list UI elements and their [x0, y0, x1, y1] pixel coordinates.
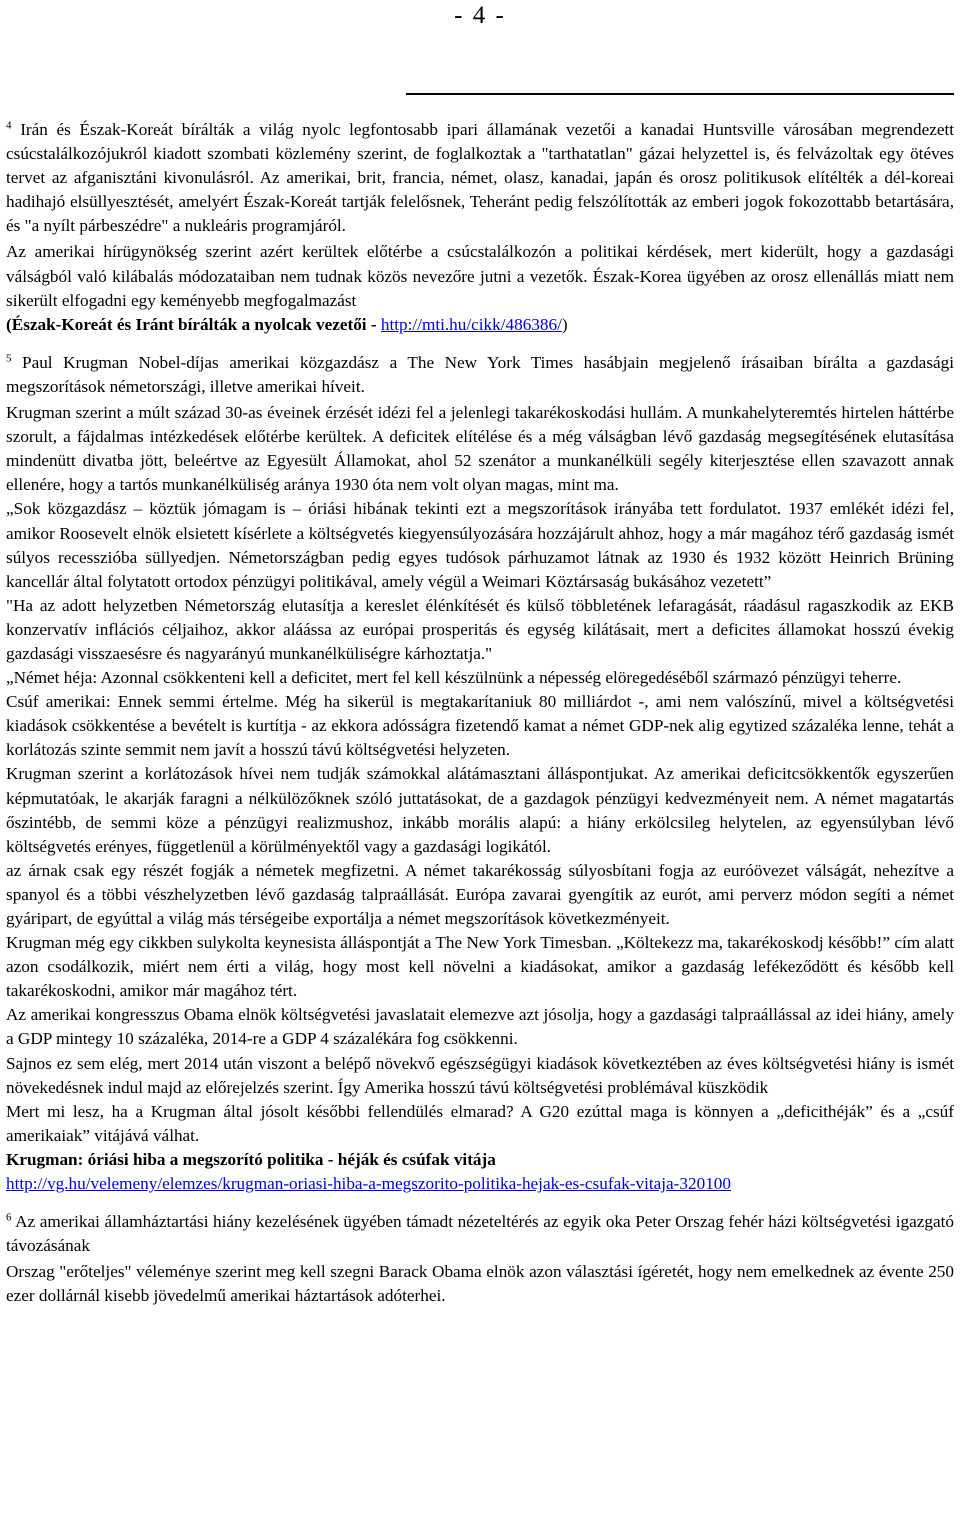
footnote-5-paragraph: „Sok közgazdász – köztük jómagam is – óriási hibának tekinti ezt a megszorítások irányába tett fordulatot. 1937 emlékét idézi fel, amikor Roosevelt elnök elsietett kísérlete a költségvetés kiegyensúlyozására hozzájárult ahhoz, hogy a már magához térő gazdaság ismét súlyos recesszióba süllyedjen. Németországban pedig egyes tudósok párhuzamot látnak az 1930 és 1932 között Heinrich Brüning kancellár által folytatott ortodox pénzügyi politikával, amely végül a Weimari Köztársaság bukásához vezetett” — [6, 499, 954, 591]
footnote-5-paragraph: Krugman szerint a múlt század 30-as éveinek érzését idézi fel a jelenlegi takarékoskodási hullám. A munkahelyteremtés hirtelen háttérbe szorult, a fájdalmas intézkedések előtérbe kerültek. A deficitek elítélése és a még válságban lévő gazdaság megsegítésének elutasítása mindenütt divatba jött, beleértve az Egyesült Államokat, ahol 52 szenátor a munkanélküli segély kiterjesztése ellen szavazott annak ellenére, hogy a tartós munkanélküliség aránya 1930 óta nem volt olyan magas, mint ma. — [6, 403, 954, 495]
footnote-5-paragraph: Mert mi lesz, ha a Krugman által jósolt későbbi fellendülés elmarad? A G20 ezúttal maga is könnyen a „deficithéják” és a „csúf amerikaiak” vitájává válhat. — [6, 1101, 954, 1145]
footnote-5-paragraph: Krugman szerint a korlátozások hívei nem tudják számokkal alátámasztani álláspontjukat. Az amerikai deficitcsökkentők egyszerűen képmutatóak, le akarják faragni a nélkülözőknek szóló juttatásokat, de a gazdagok pénzügyi kedvezményeit nem. A német magatartás őszintébb, de semmi köze a pénzügyi realizmushoz, inkább morális alapú: a hiány erkölcsileg helytelen, az egyensúlyban lévő költségvetés erényes, függetlenül a körülményektől vagy a gazdasági logikától. — [6, 764, 954, 856]
footnote-5-paragraph: Csúf amerikai: Ennek semmi értelme. Még ha sikerül is megtakarítaniuk 80 milliárdot -, ami nem valószínű, mivel a költségvetési kiadások csökkentése a bevételt is kurtítja - az ekkora adósságra fizetendő kamat a német GDP-nek alig egytized százaléka lenne, tehát a korlátozás szinte semmit nem javít a hosszú távú költségvetési helyzeten. — [6, 692, 954, 760]
footnotes-body — [6, 118, 954, 1309]
footnote-4-p2-text: Az amerikai hírügynökség szerint azért kerültek előtérbe a csúcstalálkozón a politikai kérdések, mert kiderült, hogy a gazdasági válságból való kilábalás módozataiban nem tudnak közös nevezőre jutni a vezetők. Észak-Korea ügyében az orosz ellenállás miatt nem sikerült elfogadni egy keményebb megfogalmazást — [6, 242, 954, 310]
footnote-6-marker: 6 — [6, 1211, 12, 1224]
footnote-5-text: Paul Krugman Nobel-díjas amerikai közgazdász a The New York Times hasábjain megjelenő írásaiban bírálta a gazdasági megszorítások németországi, illetve amerikai híveit. — [6, 352, 954, 396]
footnote-6 — [6, 1210, 954, 1258]
footnote-5-source — [6, 1172, 954, 1196]
footnote-4-text: Irán és Észak-Koreát bírálták a világ nyolc legfontosabb ipari államának vezetői a kanadai Huntsville városában megrendezett csúcstalálkozójukról kiadott szombati közlemény szerint, de foglalkoztak a "tarthatatlan" gázai helyzettel is, és felvázoltak egy ötéves tervet az afganisztáni kivonulásról. Az amerikai, brit, francia, német, olasz, kanadai, japán és orosz politikusok elítélték a dél-koreai hadihajó elsüllyesztését, amelyért Észak-Koreát tartják felelősnek, Teheránt pedig felszólították az emberi jogok fokozottabb betartására, és "a nyílt párbeszédre" a nukleáris programjáról. — [6, 120, 955, 236]
footnote-6-paragraph-2: Orszag "erőteljes" véleménye szerint meg kell szegni Barack Obama elnök azon választási ígéretét, hogy nem emelkednek az évente 250 ezer dollárnál kisebb jövedelmű amerikai háztartások adóterhei. — [6, 1262, 954, 1306]
footnote-4-paragraph-2 — [6, 240, 954, 312]
footnote-5-paragraph: Sajnos ez sem elég, mert 2014 után viszont a belépő növekvő egészségügyi kiadások következtében az éves költségvetési hiány is ismét növekedésnek indul majd az előrejelzés szerint. Így Amerika hosszú távú költségvetési problémával küszködik — [6, 1053, 954, 1097]
footnote-5-paragraph: az árnak csak egy részét fogják a németek megfizetni. A német takarékosság súlyosbítani fogja az euróövezet válságát, nehezítve a spanyol és a többi vészhelyzetben lévő gazdaság talpraállását. Európa zavarai gyengítik az eurót, ami perverz módon segíti a német gyáripart, de egyúttal a világ más térségeibe exportálja a német megszorítások következményeit. — [6, 860, 954, 928]
footnote-5-paragraph: Krugman még egy cikkben sulykolta keynesista álláspontját a The New York Timesban. „Költekezz ma, takarékoskodj később!” cím alatt azon csodálkozik, miért nem érti a világ, hogy most kell növelni a kiadásokat, amikor a gazdaság lefékeződött és később kell takarékoskodni, amikor már magához tért. — [6, 933, 954, 1001]
footnote-5 — [6, 351, 954, 399]
footnote-separator — [406, 93, 954, 95]
footnote-5-paragraph: „Német héja: Azonnal csökkenteni kell a deficitet, mert fel kell készülnünk a népesség elöregedéséből származó pénzügyi teherre. — [6, 668, 902, 688]
footnote-6-text: Az amerikai államháztartási hiány kezelésének ügyében támadt nézeteltérés az egyik oka Peter Orszag fehér házi költségvetési igazgató távozásának — [6, 1212, 954, 1256]
footnote-5-marker: 5 — [6, 352, 12, 365]
footnote-5-paragraph: Az amerikai kongresszus Obama elnök költségvetési javaslatait elemezve azt jósolja, hogy a gazdasági talpraállással az idei hiány, amely a GDP mintegy 10 százaléka, 2014-re a GDP 4 százalékára fog csökkenni. — [6, 1005, 954, 1049]
footnote-4-marker: 4 — [6, 119, 12, 132]
footnote-4-source-open: ( — [6, 314, 12, 334]
footnote-4-source-link[interactable]: http://mti.hu/cikk/486386/ — [380, 314, 562, 334]
page-number: - 4 - — [454, 2, 506, 29]
footnote-5-source-title: Krugman: óriási hiba a megszorító politika - héják és csúfak vitája — [6, 1149, 496, 1169]
footnote-4-source-close: ) — [561, 314, 568, 334]
footnote-4-source-title: Észak-Koreát és Iránt bírálták a nyolcak vezetői - — [11, 314, 381, 334]
footnote-4 — [6, 118, 954, 238]
footnote-5-paragraph: "Ha az adott helyzetben Németország elutasítja a kereslet élénkítését és külső többletének lefaragását, ráadásul ragaszkodik az EKB konzervatív inflációs céljaihoz, akkor aláássa az európai prosperitás és egység kilátásait, mert a deficites államokat hosszú évekig gazdasági visszaesésre és nagyarányú munkanélküliségre kárhoztatja." — [6, 595, 954, 663]
footnote-5-source-link[interactable]: http://vg.hu/velemeny/elemzes/krugman-oriasi-hiba-a-megszorito-politika-hejak-es-csufak-vitaja-320100 — [6, 1174, 731, 1194]
footnote-4-source — [6, 313, 954, 337]
